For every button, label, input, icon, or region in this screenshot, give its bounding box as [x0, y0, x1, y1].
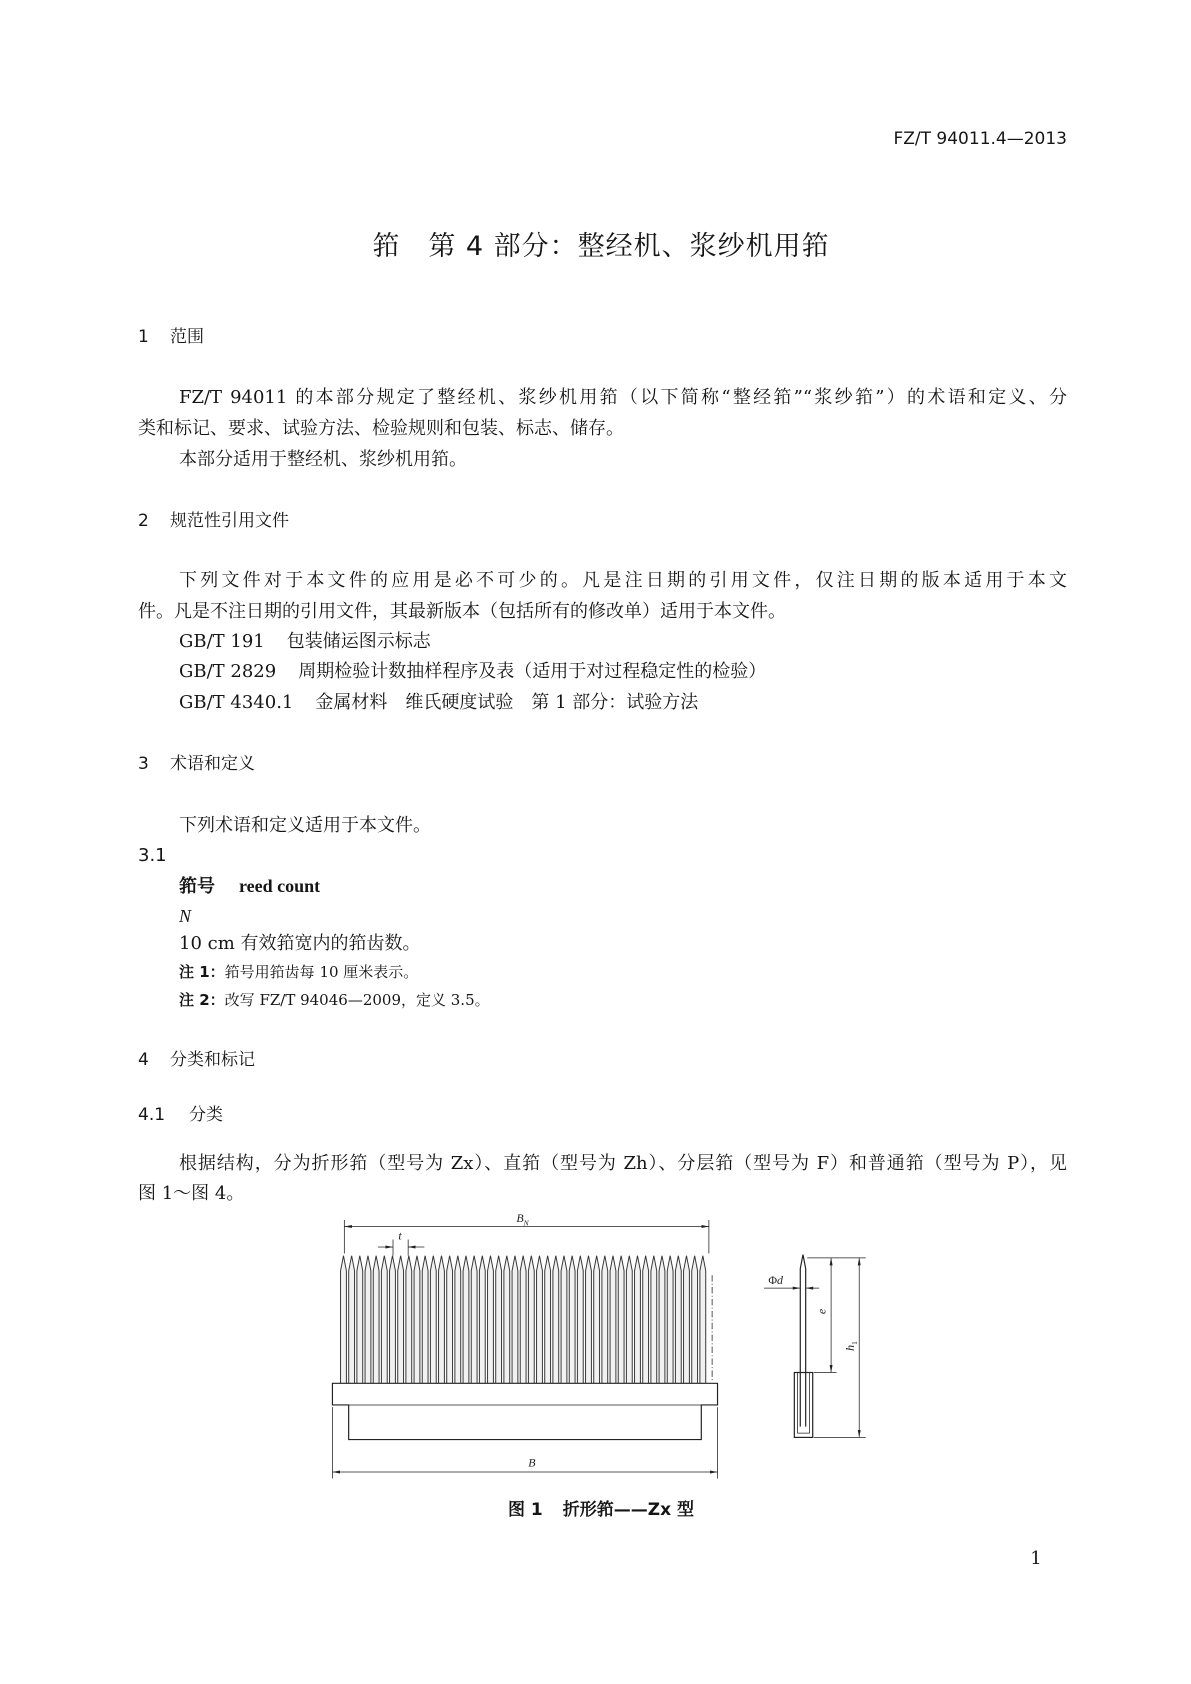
side-view: [764, 1255, 866, 1438]
reed-tooth: [528, 1256, 534, 1384]
reference-title: 金属材料 维氏硬度试验 第 1 部分：试验方法: [315, 692, 699, 713]
term-symbol: N: [179, 906, 192, 926]
reed-tooth: [635, 1256, 641, 1384]
reed-tooth: [692, 1256, 698, 1384]
reed-tooth: [643, 1256, 649, 1384]
label-h1: $h_1$: [842, 1341, 860, 1351]
section-title: 分类和标记: [170, 1050, 255, 1070]
reed-tooth: [520, 1256, 526, 1384]
section-number: 4: [138, 1050, 149, 1070]
reed-tooth: [684, 1256, 690, 1384]
caption-title: 折形筘——Zx 型: [562, 1500, 694, 1520]
reference-title: 包装储运图示标志: [286, 631, 431, 652]
reed-tooth: [586, 1256, 592, 1384]
section-3-heading: [138, 752, 838, 776]
reed-tooth: [537, 1256, 543, 1384]
section-1-heading: [138, 325, 838, 349]
reed-tooth: [422, 1256, 428, 1384]
reference-item: [179, 630, 1059, 654]
figure-1-caption: [300, 1498, 902, 1522]
note-label: 注 2：: [179, 991, 225, 1009]
caption-label: 图 1: [508, 1500, 543, 1520]
reed-tooth: [455, 1256, 461, 1384]
reed-tooth: [569, 1256, 575, 1384]
reed-tooth: [659, 1256, 665, 1384]
scope-paragraph-line-2: 类和标记、要求、试验方法、检验规则和包装、标志、储存。: [138, 418, 624, 439]
reed-tooth: [610, 1256, 616, 1384]
reference-code: GB/T 2829: [179, 661, 277, 682]
subsection-4-1-heading: [138, 1103, 838, 1127]
reed-tooth: [561, 1256, 567, 1384]
reed-tooth: [373, 1256, 379, 1384]
reed-tooth: [414, 1256, 420, 1384]
reed-tooth: [545, 1256, 551, 1384]
label-t: t: [398, 1228, 402, 1243]
reed-tooth: [381, 1256, 387, 1384]
reference-item: [179, 660, 1059, 684]
reference-title: 周期检验计数抽样程序及表（适用于对过程稳定性的检验）: [298, 661, 767, 682]
section-2-heading: [138, 509, 838, 533]
extension-lines-side: [807, 1258, 865, 1438]
reed-tooth: [626, 1256, 632, 1384]
section-title: 范围: [170, 327, 204, 347]
standard-code-header: FZ/T 94011.4—2013: [893, 129, 1067, 149]
label-b: B: [528, 1455, 536, 1470]
references-intro-line-1: 下列文件对于本文件的应用是必不可少的。凡是注日期的引用文件，仅注日期的版本适用于本文: [179, 570, 1067, 591]
reed-blade: [800, 1255, 805, 1427]
reed-tooth: [651, 1256, 657, 1384]
label-diameter: Φd: [768, 1272, 783, 1287]
scope-paragraph-line-1: FZ/T 94011 的本部分规定了整经机、浆纱机用筘（以下简称“整经筘”“浆纱筘”）的术语和定义、分: [179, 387, 1067, 408]
subsection-number: 4.1: [138, 1105, 166, 1125]
section-number: 1: [138, 327, 149, 347]
baulk-section: [794, 1373, 812, 1438]
reed-tooth: [577, 1256, 583, 1384]
reed-tooth: [365, 1256, 371, 1384]
section-title: 规范性引用文件: [170, 511, 289, 531]
baulk-inner-channel: [798, 1373, 810, 1434]
front-view: [332, 1211, 717, 1478]
reed-tooth: [488, 1256, 494, 1384]
term-name-zh: 筘号: [179, 876, 215, 897]
reed-baulk: [332, 1383, 717, 1439]
subsection-title: 分类: [189, 1105, 223, 1125]
term-name-en: reed count: [239, 876, 321, 896]
reed-tooth: [357, 1256, 363, 1384]
reference-item: [179, 691, 1059, 715]
reed-tooth: [700, 1256, 706, 1384]
reed-tooth: [406, 1256, 412, 1384]
reed-tooth: [390, 1256, 396, 1384]
reed-tooth: [349, 1256, 355, 1384]
term-note: [179, 990, 1059, 1010]
section-title: 术语和定义: [170, 754, 255, 774]
note-text: 筘号用筘齿每 10 厘米表示。: [224, 963, 419, 981]
reed-tooth: [504, 1256, 510, 1384]
reed-tooth: [398, 1256, 404, 1384]
applicability-paragraph: 本部分适用于整经机、浆纱机用筘。: [179, 449, 467, 470]
section-number: 2: [138, 511, 149, 531]
term-definition: 10 cm 有效筘宽内的筘齿数。: [179, 933, 421, 954]
reference-code: GB/T 191: [179, 631, 265, 652]
classification-paragraph-line-1: 根据结构，分为折形筘（型号为 Zx）、直筘（型号为 Zh）、分层筘（型号为 F）和普通筘（型号为 P），见: [179, 1153, 1067, 1174]
note-label: 注 1：: [179, 963, 225, 981]
reed-tooth: [471, 1256, 477, 1384]
term-name: [179, 874, 1059, 898]
reed-tooth: [496, 1256, 502, 1384]
label-e: e: [814, 1308, 829, 1315]
terms-intro: 下列术语和定义适用于本文件。: [179, 815, 431, 836]
references-intro-line-2: 件。凡是不注日期的引用文件，其最新版本（包括所有的修改单）适用于本文件。: [138, 601, 786, 622]
reed-tooth: [463, 1256, 469, 1384]
reed-tooth: [512, 1256, 518, 1384]
document-title: 筘 第 4 部分：整经机、浆纱机用筘: [372, 231, 830, 262]
reed-tooth: [667, 1256, 673, 1384]
term-note: [179, 962, 1059, 982]
section-4-heading: [138, 1048, 838, 1072]
note-text: 改写 FZ/T 94046—2009，定义 3.5。: [224, 991, 490, 1009]
classification-paragraph-line-2: 图 1～图 4。: [138, 1183, 245, 1204]
reed-tooth: [341, 1256, 347, 1384]
reed-tooth: [594, 1256, 600, 1384]
term-number: 3.1: [138, 845, 167, 866]
section-number: 3: [138, 754, 149, 774]
extension-lines-b: [332, 1407, 717, 1478]
reference-code: GB/T 4340.1: [179, 692, 294, 713]
reed-tooth: [447, 1256, 453, 1384]
label-bn: $B_N$: [516, 1211, 529, 1228]
reed-tooth: [553, 1256, 559, 1384]
reed-tooth: [602, 1256, 608, 1384]
reed-tooth: [430, 1256, 436, 1384]
page-number: 1: [1030, 1548, 1042, 1569]
reed-tooth: [618, 1256, 624, 1384]
reed-tooth: [439, 1256, 445, 1384]
reed-teeth: [341, 1256, 706, 1384]
reed-tooth: [675, 1256, 681, 1384]
figure-1-drawing: [319, 1207, 877, 1485]
reed-tooth: [479, 1256, 485, 1384]
